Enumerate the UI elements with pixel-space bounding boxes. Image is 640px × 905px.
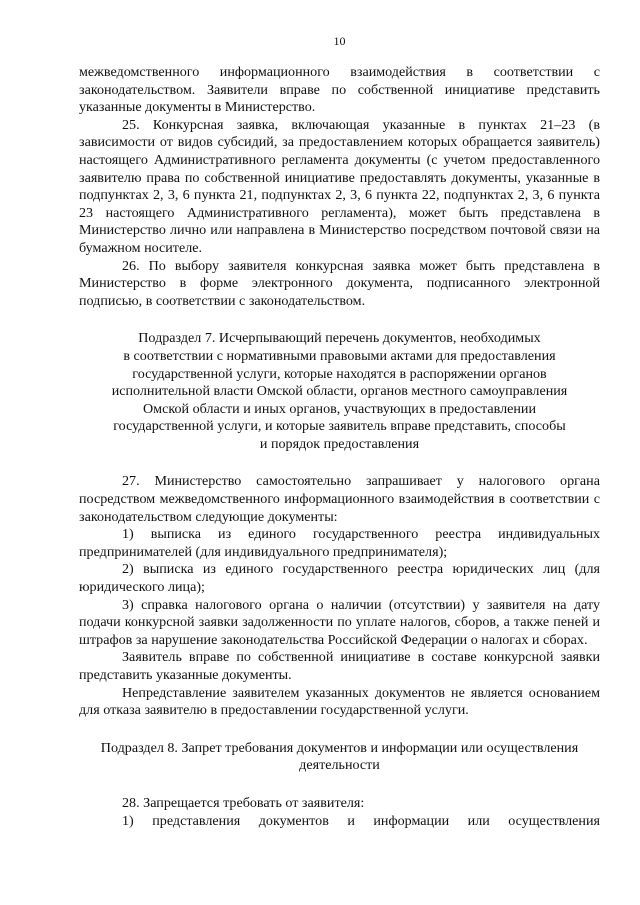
heading-line: государственной услуги, и которые заявитель вправе представить, способы: [113, 418, 566, 435]
heading-line: и порядок предоставления: [259, 435, 420, 452]
subsection-7-heading: [79, 330, 600, 453]
heading-line: Омской области и иных органов, участвующих в предоставлении: [143, 400, 536, 417]
list-item-3: 3) справка налогового органа о наличии (отсутствии) у заявителя на дату подачи конкурсной заявки задолженности по уплате налогов, сборов, а также пеней и штрафов за нарушение законодательства Российской Федерации о налогах и сборах.: [79, 596, 600, 648]
heading-line: Подраздел 8. Запрет требования документов и информации или осуществления: [100, 739, 579, 756]
paragraph-applicant-right: Заявитель вправе по собственной инициативе в составе конкурсной заявки представить указанные документы.: [79, 649, 600, 683]
page-number: 10: [333, 34, 346, 48]
paragraph-25: 25. Конкурсная заявка, включающая указанные в пунктах 21–23 (в зависимости от видов субсидий, за предоставлением которых обращается заявитель) настоящего Административного регламента документы (с учетом предоставленного заявителю права по собственной инициативе предоставлять документы, указанные в подпунктах 2, 3, 6 пункта 21, подпунктах 2, 3, 6 пункта 22, подпунктах 2, 3, 6 пункта 23 настоящего Административного регламента), может быть представлена в Министерство лично или направлена в Министерство посредством почтовой связи на бумажном носителе.: [79, 116, 600, 256]
heading-line: Подраздел 7. Исчерпывающий перечень документов, необходимых: [138, 330, 541, 347]
heading-line: деятельности: [299, 757, 380, 774]
subsection-8-heading: [79, 740, 600, 775]
paragraph-27: 27. Министерство самостоятельно запрашивает у налогового органа посредством межведомственного информационного взаимодействия в соответствии с законодательством следующие документы:: [79, 473, 600, 525]
paragraph-28: 28. Запрещается требовать от заявителя:: [122, 794, 365, 811]
heading-line: в соответствии с нормативными правовыми актами для предоставления: [123, 347, 556, 364]
list-item-1: 1) выписка из единого государственного реестра индивидуальных предпринимателей (для индивидуального предпринимателя);: [79, 526, 600, 560]
paragraph-continuation: межведомственного информационного взаимодействия в соответствии с законодательством. Заявители вправе по собственной инициативе представить указанные документы в Министерство.: [79, 64, 600, 116]
heading-line: исполнительной власти Омской области, органов местного самоуправления: [111, 383, 568, 400]
paragraph-26: 26. По выбору заявителя конкурсная заявка может быть представлена в Министерство в форме электронного документа, подписанного электронной подписью, в соответствии с законодательством.: [79, 257, 600, 309]
list-item-2: 2) выписка из единого государственного реестра юридических лиц (для юридического лица);: [79, 561, 600, 596]
list-item-28-1: 1) представления документов и информации или осуществления: [122, 812, 600, 829]
heading-line: государственной услуги, которые находятся в распоряжении органов: [132, 365, 547, 382]
paragraph-non-submission: Непредставление заявителем указанных документов не является основанием для отказа заявителю в предоставлении государственной услуги.: [79, 684, 600, 719]
